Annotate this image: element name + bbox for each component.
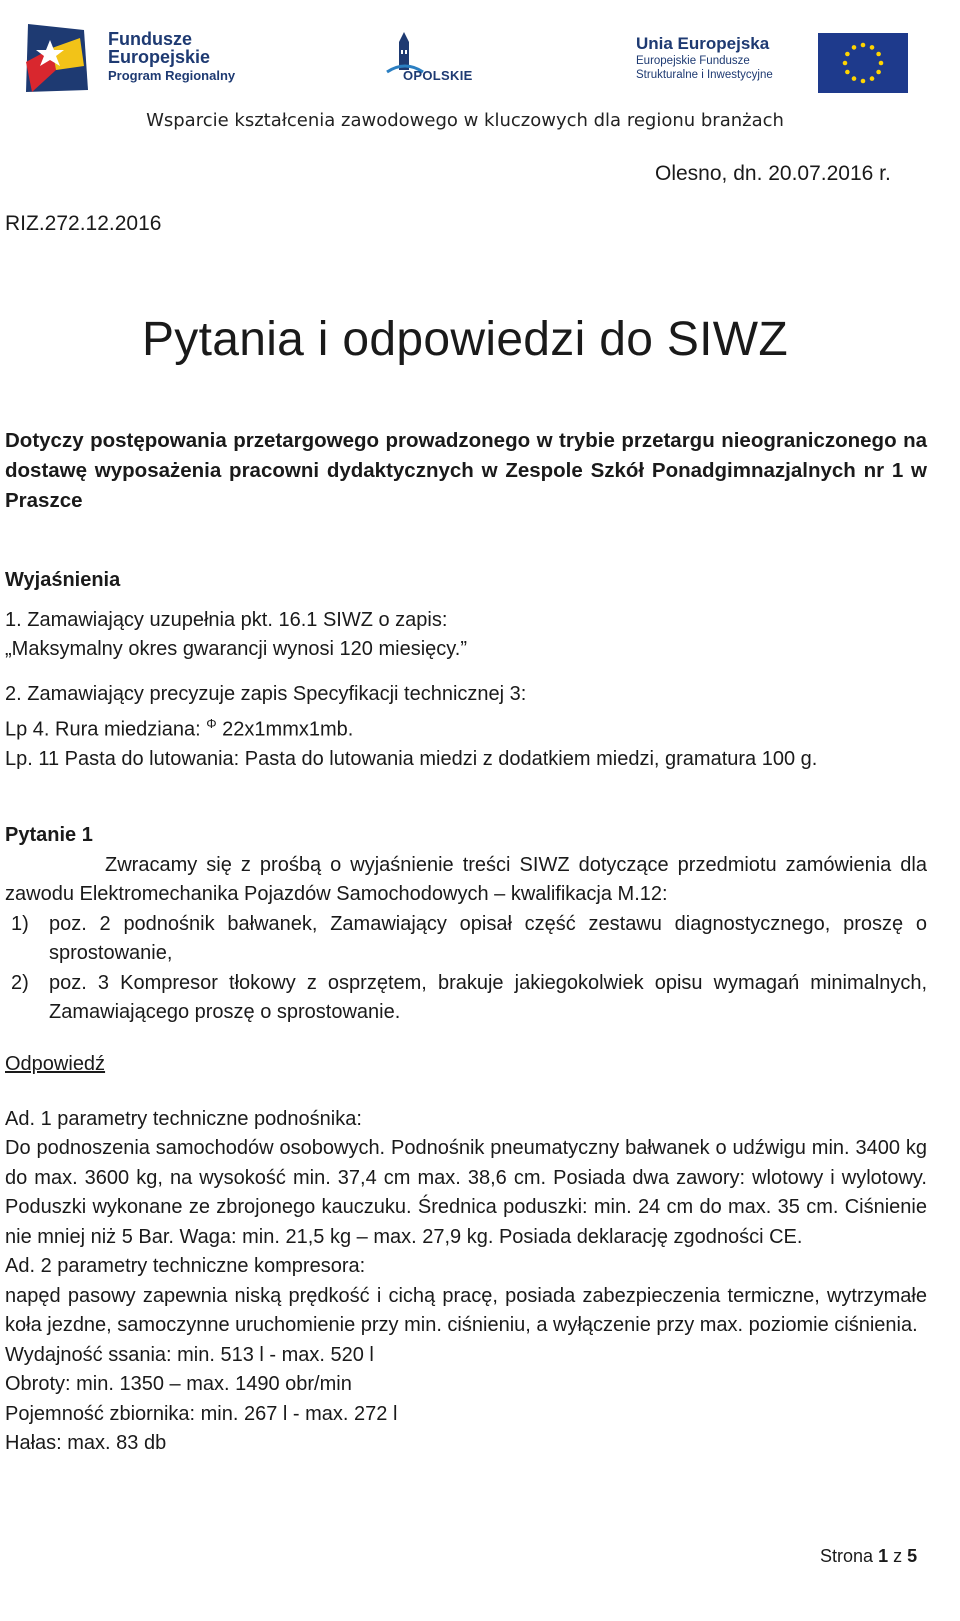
page-of: z bbox=[893, 1546, 903, 1566]
diameter-symbol: Φ bbox=[206, 716, 217, 731]
question-1-text: Zwracamy się z prośbą o wyjaśnienie treści SIWZ dotyczące przedmiotu zamówienia dla zawodu Elektromechanika Pojazdów Samochodowych – kwalifikacja M.12: bbox=[5, 853, 927, 905]
list-item bbox=[5, 969, 927, 1028]
page-number bbox=[820, 1546, 917, 1567]
fe-logo-line1: Fundusze bbox=[108, 29, 192, 49]
spec-line: Pojemność zbiornika: min. 267 l - max. 272 l bbox=[5, 1402, 398, 1425]
question-1-list bbox=[5, 910, 927, 1028]
explanation-2-line1: 2. Zamawiający precyzuje zapis Specyfikacji technicznej 3: bbox=[5, 682, 527, 705]
explanation-2-line3: Lp. 11 Pasta do lutowania: Pasta do lutowania miedzi z dodatkiem miedzi, gramatura 100 g. bbox=[5, 748, 818, 771]
ue-logo-line3: Strukturalne i Inwestycyjne bbox=[636, 69, 773, 81]
ue-logo-line1: Unia Europejska bbox=[636, 34, 770, 53]
answer-ad1-heading: Ad. 1 parametry techniczne podnośnika: bbox=[5, 1107, 362, 1130]
page-title: Pytania i odpowiedzi do SIWZ bbox=[141, 313, 789, 366]
list-item-number: 2) bbox=[11, 971, 29, 994]
eu-flag-icon bbox=[818, 33, 908, 93]
spec-line: Obroty: min. 1350 – max. 1490 obr/min bbox=[5, 1373, 352, 1395]
ue-logo-line2: Europejskie Fundusze bbox=[636, 55, 750, 67]
explanation-1-line1: 1. Zamawiający uzupełnia pkt. 16.1 SIWZ o zapis: bbox=[5, 608, 448, 631]
project-tagline: Wsparcie kształcenia zawodowego w kluczowych dla regionu branżach bbox=[146, 110, 784, 131]
answer-ad1-text: Do podnoszenia samochodów osobowych. Podnośnik pneumatyczny bałwanek o udźwigu min. 3400 kg do max. 3600 kg, na wysokość min. 37,4 cm max. 38,6 cm. Posiada dwa zawory: wlotowy i wylotowy. Poduszki wykonane ze zbrojonego kauczuku. Średnica poduszki: min. 24 cm do max. 35 cm. Ciśnienie nie mniej niż 5 Bar. Waga: min. 21,5 kg – max. 27,9 kg. Posiada deklarację zgodności CE. bbox=[5, 1137, 927, 1248]
explanation-2-line2-post: 22x1mmx1mb. bbox=[216, 718, 354, 741]
fe-logo-line3: Program Regionalny bbox=[108, 68, 236, 83]
answer-ad2-heading: Ad. 2 parametry techniczne kompresora: bbox=[5, 1255, 366, 1277]
current-page: 1 bbox=[878, 1546, 889, 1566]
ue-logo-text bbox=[636, 34, 806, 82]
explanations-heading: Wyjaśnienia bbox=[5, 569, 121, 591]
answer-section bbox=[5, 1050, 927, 1459]
question-1-heading: Pytanie 1 bbox=[5, 824, 93, 846]
fe-logo-line2: Europejskie bbox=[108, 47, 211, 67]
list-item-number: 1) bbox=[11, 912, 29, 935]
opolskie-logo bbox=[375, 32, 485, 94]
list-item bbox=[5, 910, 927, 969]
explanations-section bbox=[5, 566, 927, 775]
list-item-text: poz. 2 podnośnik bałwanek, Zamawiający opisał część zestawu diagnostycznego, proszę o sprostowanie, bbox=[49, 912, 927, 964]
document-date: Olesno, dn. 20.07.2016 r. bbox=[655, 162, 891, 185]
list-item-text: poz. 3 Kompresor tłokowy z osprzętem, brakuje jakiegokolwiek opisu wymagań minimalnych, Zamawiającego proszę o sprostowanie. bbox=[49, 971, 927, 1023]
total-pages: 5 bbox=[907, 1546, 918, 1566]
fe-star-flag-icon bbox=[22, 20, 92, 96]
page-label: Strona bbox=[820, 1546, 874, 1566]
explanation-1-line2: „Maksymalny okres gwarancji wynosi 120 miesięcy.” bbox=[5, 638, 467, 660]
answer-ad2-text: napęd pasowy zapewnia niską prędkość i cichą pracę, posiada zabezpieczenia termiczne, wytrzymałe koła jezdne, samoczynne uruchomienie przy min. ciśnieniu, a wyłączenie przy max. poziomie ciśnienia. bbox=[5, 1284, 927, 1336]
reference-number: RIZ.272.12.2016 bbox=[5, 212, 162, 235]
opolskie-logo-text: OPOLSKIE bbox=[403, 68, 473, 83]
spec-line: Hałas: max. 83 db bbox=[5, 1432, 167, 1454]
answer-heading: Odpowiedź bbox=[5, 1053, 106, 1075]
question-1-section bbox=[5, 821, 927, 1028]
explanation-2-line2-pre: Lp 4. Rura miedziana: bbox=[5, 718, 207, 741]
explanation-2-line2 bbox=[5, 709, 927, 745]
spec-line: Wydajność ssania: min. 513 l - max. 520 l bbox=[5, 1343, 374, 1366]
intro-paragraph: Dotyczy postępowania przetargowego prowadzonego w trybie przetargu nieograniczonego na dostawę wyposażenia pracowni dydaktycznych w Zespole Szkół Ponadgimnazjalnych nr 1 w Praszce bbox=[5, 429, 927, 512]
fundusze-europejskie-logo bbox=[22, 20, 242, 98]
